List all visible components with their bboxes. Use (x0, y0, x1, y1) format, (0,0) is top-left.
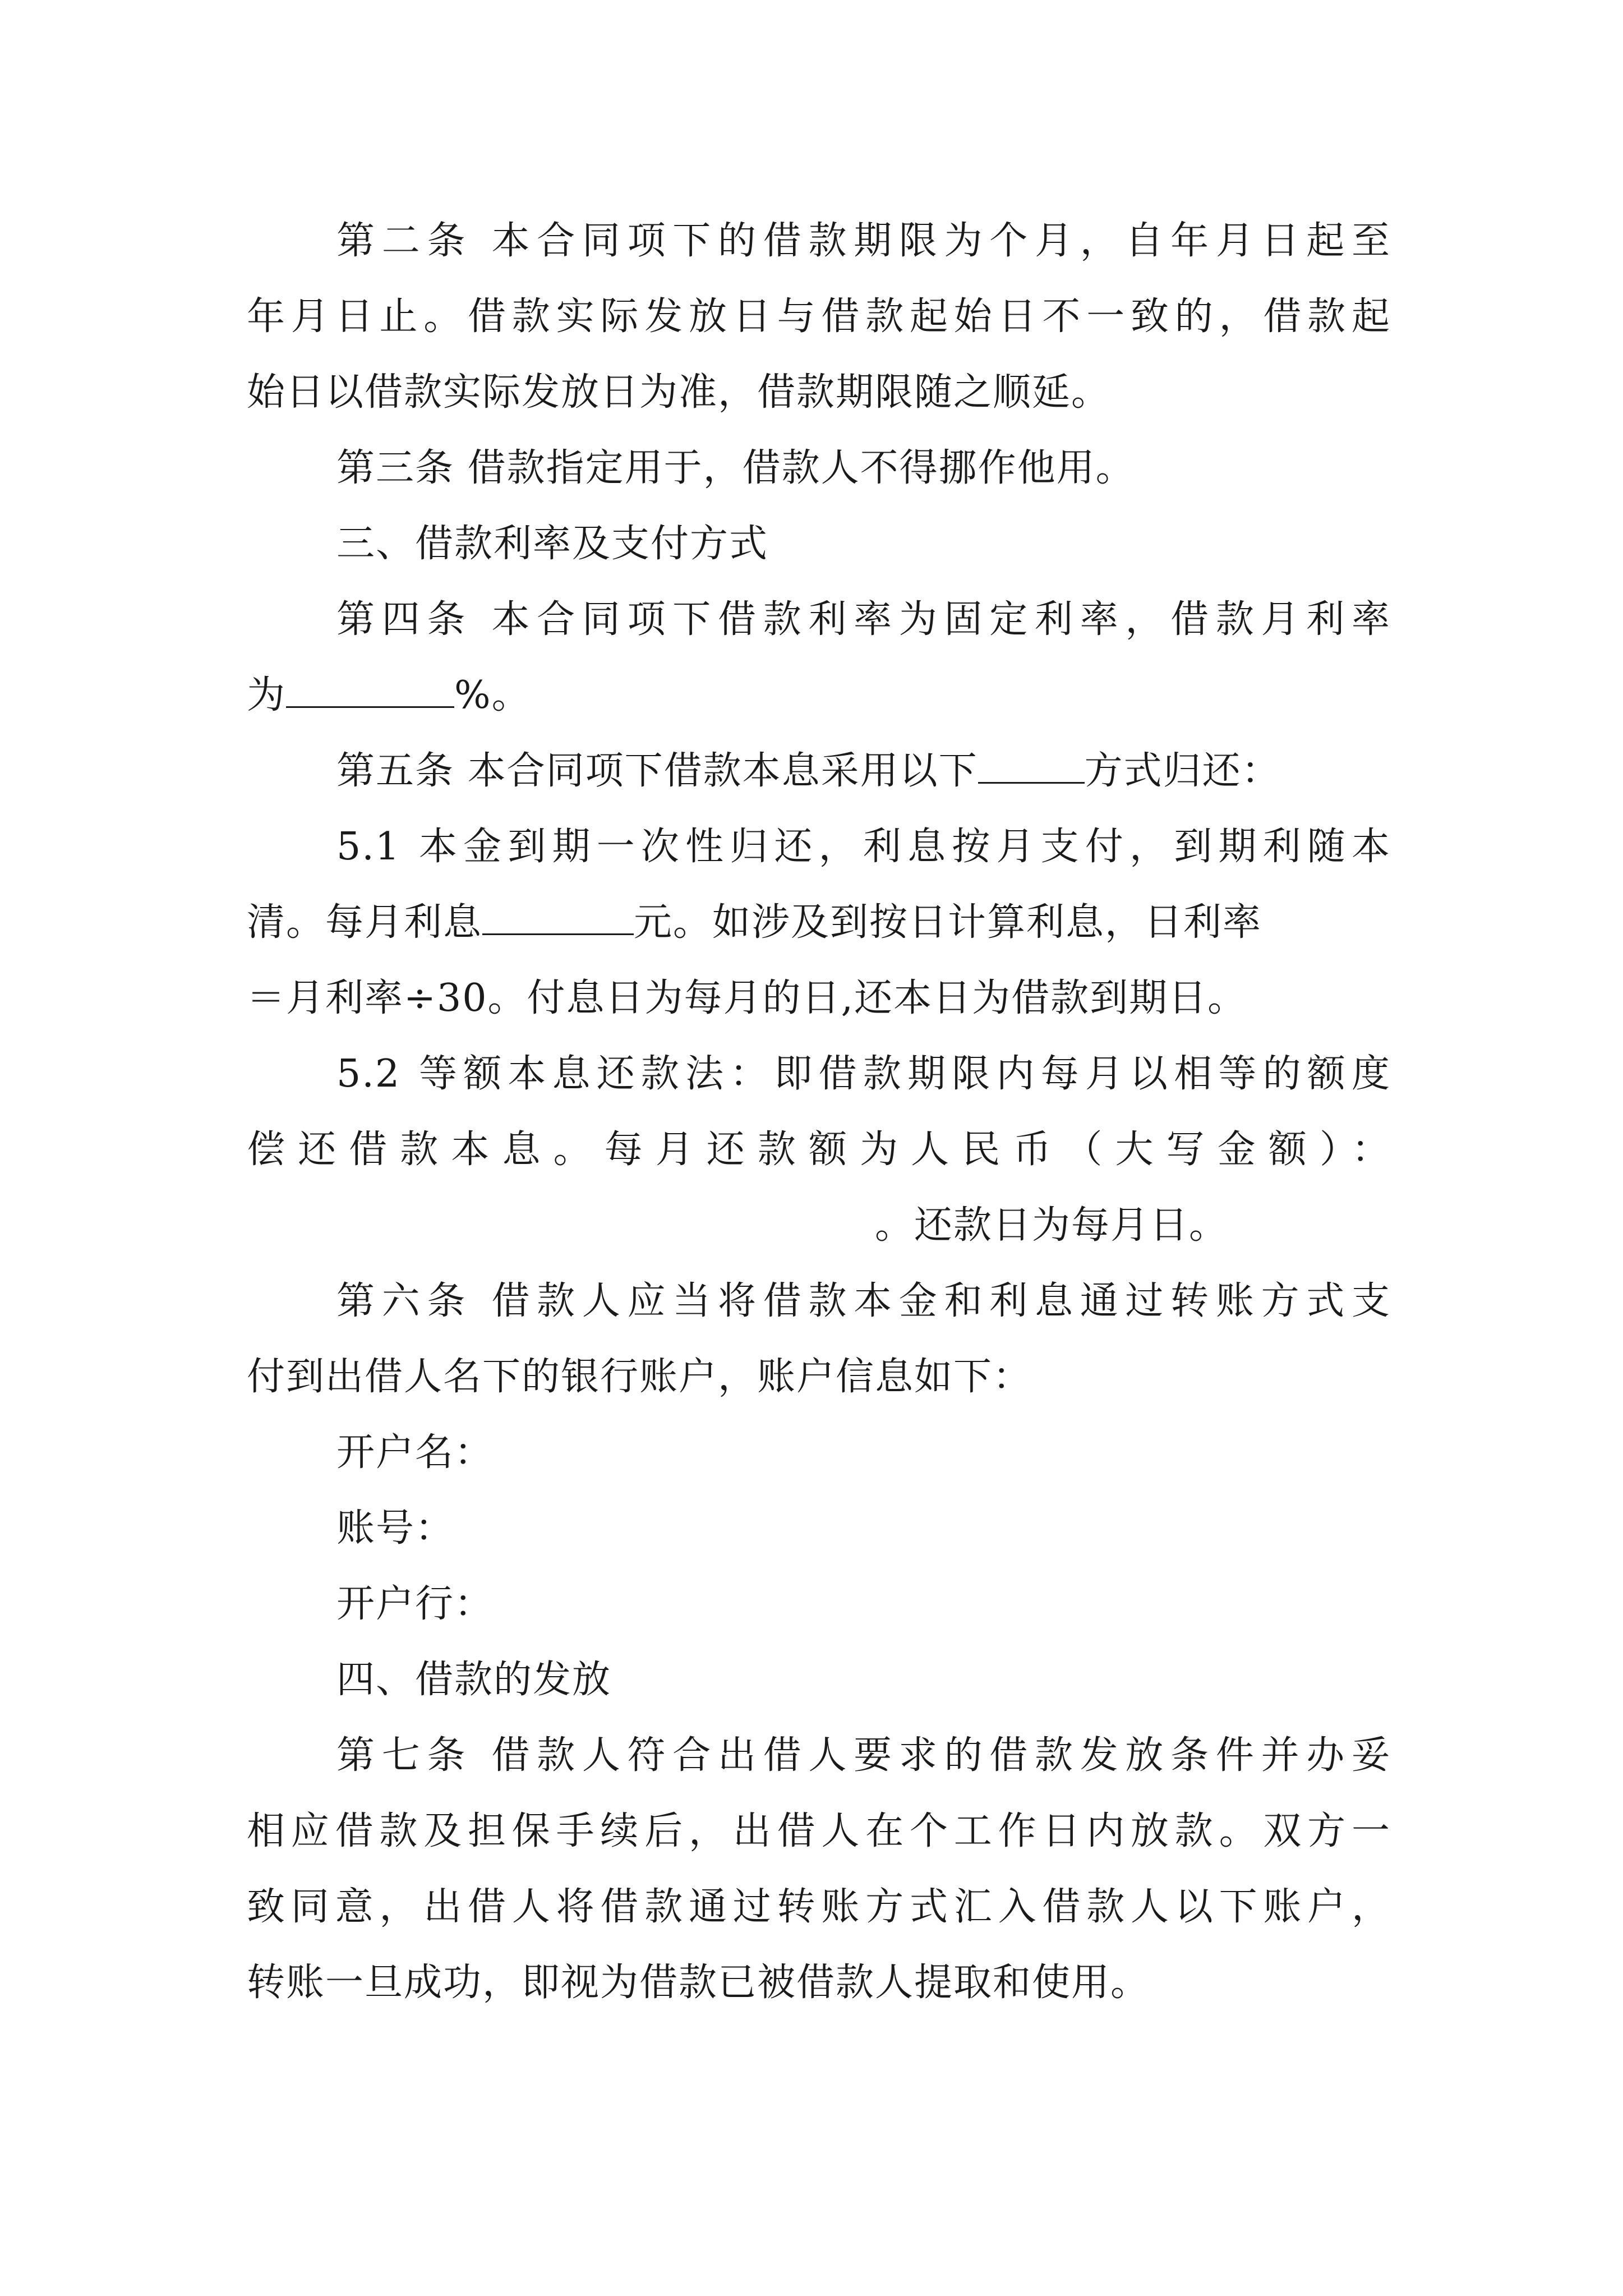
repayment-method-blank (978, 743, 1085, 784)
article-7-line-4: 转账一旦成功，即视为借款已被借款人提取和使用。 (247, 1961, 1150, 2005)
clause-5-2-line-2: 偿还借款本息。每月还款额为人民币（大写金额）： (247, 1128, 1391, 1172)
article-7-line-3: 致同意，出借人将借款通过转账方式汇入借款人以下账户， (247, 1885, 1391, 1929)
article-4-line-1: 第四条 本合同项下借款利率为固定利率，借款月利率 (336, 597, 1391, 642)
clause-5-1-line-2-prefix: 清。每月利息 (247, 900, 483, 945)
clause-5-1-line-2 (247, 892, 1391, 954)
article-5 (336, 740, 1391, 802)
monthly-interest-blank (482, 894, 634, 935)
clause-5-1-line-3: ＝月利率÷30。付息日为每月的日,还本日为借款到期日。 (247, 976, 1247, 1020)
article-6-line-1: 第六条 借款人应当将借款本金和利息通过转账方式支 (336, 1279, 1391, 1323)
article-2-line-3: 始日以借款实际发放日为准，借款期限随之顺延。 (247, 370, 1111, 415)
article-4-line-2 (247, 665, 1391, 726)
article-6-line-2: 付到出借人名下的银行账户，账户信息如下： (247, 1355, 1032, 1399)
article-5-suffix: 方式归还： (1084, 749, 1281, 793)
article-5-prefix: 第五条 本合同项下借款本息采用以下 (336, 749, 978, 793)
article-4-line-2-prefix: 为 (247, 673, 287, 717)
account-number-label: 账号： (336, 1506, 455, 1550)
article-2-line-1: 第二条 本合同项下的借款期限为个月，自年月日起至 (336, 219, 1391, 263)
article-3: 第三条 借款指定用于，借款人不得挪作他用。 (336, 446, 1135, 490)
section-4-heading: 四、借款的发放 (336, 1658, 612, 1702)
bank-label: 开户行： (336, 1582, 494, 1626)
monthly-rate-blank (286, 667, 454, 708)
clause-5-2-line-1: 5.2 等额本息还款法：即借款期限内每月以相等的额度 (336, 1052, 1391, 1096)
article-2-line-2: 年月日止。借款实际发放日与借款起始日不一致的，借款起 (247, 295, 1391, 339)
clause-5-2-line-3: 。还款日为每月日。 (874, 1203, 1228, 1248)
article-7-line-2: 相应借款及担保手续后，出借人在个工作日内放款。双方一 (247, 1809, 1391, 1853)
section-3-heading: 三、借款利率及支付方式 (336, 522, 769, 566)
article-7-line-1: 第七条 借款人符合出借人要求的借款发放条件并办妥 (336, 1733, 1391, 1778)
clause-5-1-line-2-suffix: 元。如涉及到按日计算利息，日利率 (634, 900, 1262, 945)
article-4-line-2-suffix: %。 (454, 673, 531, 717)
clause-5-1-line-1: 5.1 本金到期一次性归还，利息按月支付，到期利随本 (336, 825, 1391, 869)
account-name-label: 开户名： (336, 1430, 494, 1475)
